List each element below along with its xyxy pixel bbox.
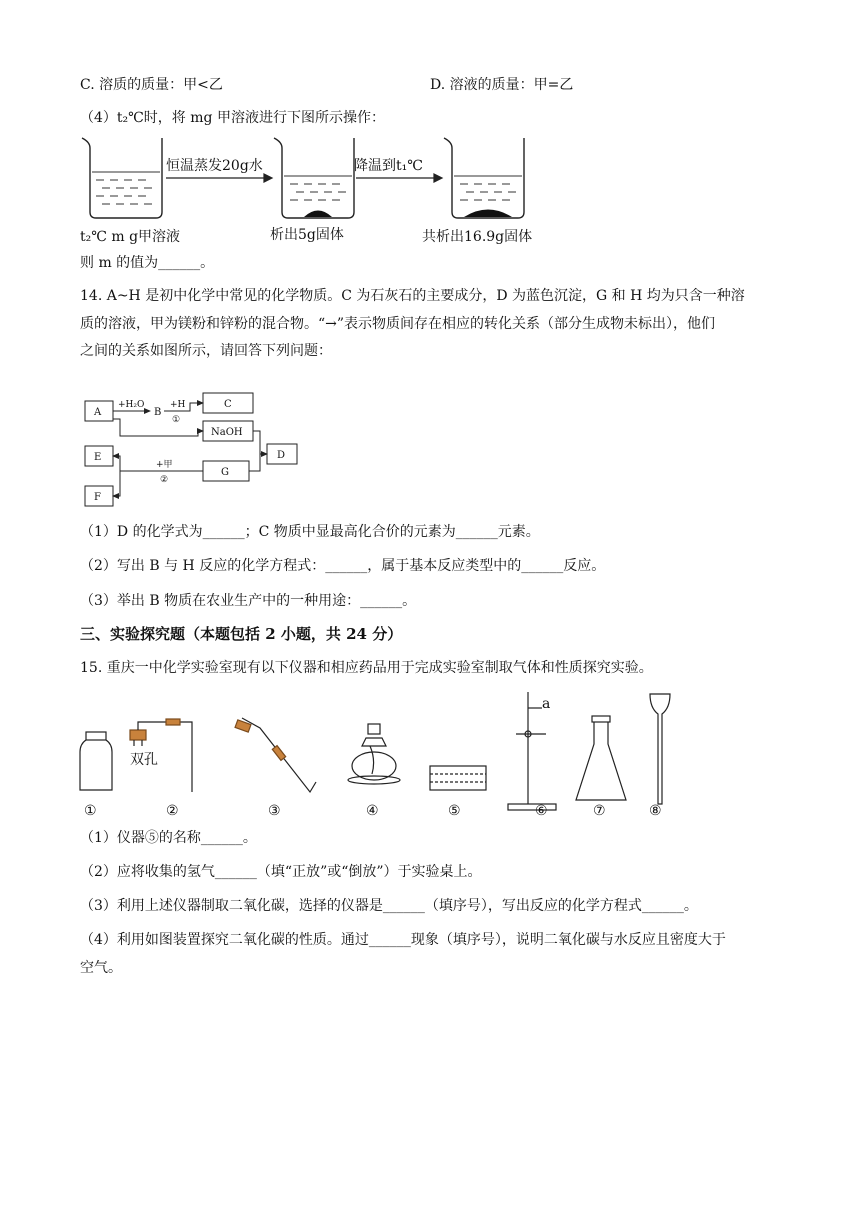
beaker-3-solid (464, 210, 512, 218)
box-e-label: E (94, 452, 102, 463)
alcohol-lamp-icon (348, 724, 400, 784)
option-c: C. 溶质的质量：甲<乙 (80, 77, 223, 93)
q14-sub2: （2）写出 B 与 H 反应的化学方程式：______，属于基本反应类型中的______反应。 (80, 558, 606, 574)
funnel-icon (650, 694, 670, 804)
box-a-label: A (94, 407, 102, 418)
relation-diagram (80, 386, 320, 516)
number-4: ④ (366, 803, 379, 819)
number-7: ⑦ (593, 803, 606, 819)
box-c-label: C (224, 399, 232, 410)
section3-heading: 三、实验探究题（本题包括 2 小题，共 24 分） (80, 625, 403, 643)
q15-sub4-line2: 空气。 (80, 960, 122, 976)
beaker-3-caption: 共析出16.9g固体 (422, 229, 533, 245)
number-2: ② (166, 803, 179, 819)
beaker-3-liquid (454, 176, 522, 200)
beaker-3 (444, 138, 524, 218)
apparatus-figure (76, 688, 696, 820)
q15-sub4-line1: （4）利用如图装置探究二氧化碳的性质。通过______现象（填序号），说明二氧化碳与水反应且密度大于 (80, 932, 726, 948)
beaker-2-caption: 析出5g固体 (270, 227, 344, 243)
number-8: ⑧ (649, 803, 662, 819)
q14-stem-line1: 14. A~H 是初中化学中常见的化学物质。C 为石灰石的主要成分，D 为蓝色沉淀，G 和 H 均为只含一种溶 (80, 288, 745, 304)
q13-question: 则 m 的值为______。 (80, 255, 215, 271)
gas-jar-icon (80, 732, 112, 790)
arrow-2 (356, 174, 442, 182)
number-3: ③ (268, 803, 281, 819)
conical-flask-icon (576, 716, 626, 800)
label-shuangkong: 双孔 (130, 752, 158, 768)
q15-sub2: （2）应将收集的氢气______（填“正放”或“倒放”）于实验桌上。 (80, 864, 482, 880)
beaker-2-solid (304, 211, 332, 218)
number-5: ⑤ (448, 803, 461, 819)
step1-label: 恒温蒸发20g水 (166, 158, 263, 174)
q14-sub1: （1）D 的化学式为______；C 物质中显最高化合价的元素为______元素。 (80, 524, 540, 540)
beaker-1-caption: t₂℃ m g甲溶液 (80, 229, 181, 245)
box-naoh-label: NaOH (211, 427, 243, 438)
number-6: ⑥ (535, 803, 548, 819)
q14-sub3: （3）举出 B 物质在农业生产中的一种用途：______。 (80, 593, 417, 609)
number-1: ① (84, 803, 97, 819)
label-circle1: ① (172, 415, 181, 425)
box-f-label: F (94, 492, 101, 503)
beaker-2 (274, 138, 354, 218)
beaker-1 (82, 138, 162, 218)
q15-sub3: （3）利用上述仪器制取二氧化碳，选择的仪器是______（填序号），写出反应的化学方程式______。 (80, 898, 698, 914)
label-h: +H (170, 400, 186, 410)
box-b-label: B (154, 407, 162, 418)
water-trough-icon (430, 766, 486, 790)
box-g-label: G (221, 467, 229, 478)
q14-stem-line3: 之间的关系如图所示，请回答下列问题： (80, 343, 332, 359)
step2-label: 降温到t₁℃ (354, 158, 423, 174)
label-a: a (542, 696, 551, 712)
beaker-2-liquid (284, 176, 352, 200)
q13-part4-intro: （4）t₂℃时，将 mg 甲溶液进行下图所示操作： (80, 110, 385, 126)
angled-tube-icon (235, 718, 316, 792)
q15-stem: 15. 重庆一中化学实验室现有以下仪器和相应药品用于完成实验室制取气体和性质探究实验。 (80, 660, 653, 676)
q14-stem-line2: 质的溶液，甲为镁粉和锌粉的混合物。“→”表示物质间存在相应的转化关系（部分生成物未标出），他们 (80, 316, 716, 332)
option-d: D. 溶液的质量：甲=乙 (430, 77, 574, 93)
beaker-1-liquid (92, 172, 160, 204)
q15-sub1: （1）仪器⑤的名称______。 (80, 830, 257, 846)
arrow-1 (166, 174, 272, 182)
label-jia: +甲 (156, 460, 173, 470)
label-circle2: ② (160, 475, 169, 485)
box-d-label: D (277, 450, 286, 461)
label-water: +H₂O (118, 400, 145, 410)
evaporation-diagram (78, 134, 538, 224)
